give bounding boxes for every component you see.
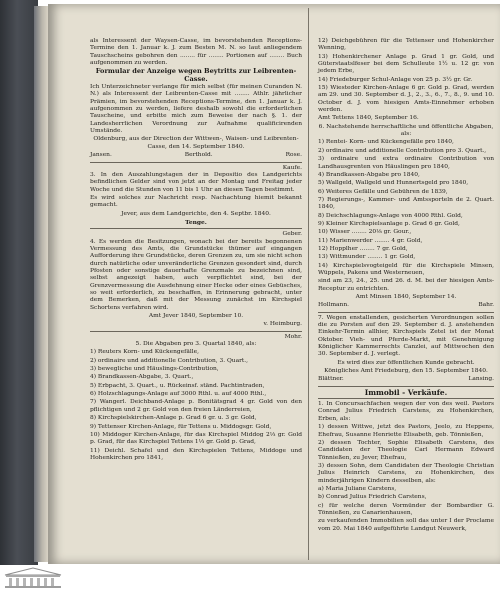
signature: Rose. — [285, 152, 302, 159]
paragraph: 6. Nachstehende herrschaftliche und öffentliche Abgaben, als: — [318, 123, 494, 138]
document-page — [48, 4, 500, 564]
paragraph: Oldenburg, aus der Direction der Wittwen-, Waisen- und Leibrenten-Casse, den 14. September 1840. — [93, 136, 299, 150]
list-item: 11) Marienwerder ........ 4 gr. Gold, — [318, 237, 423, 244]
divider — [318, 312, 494, 313]
list-item: 7) Regierungs-, Kammer- und Amtssporteln de 2. Quart. 1840, — [318, 196, 494, 211]
list-item: 13) Wittmunder ........ 1 gr. Gold, — [318, 254, 416, 261]
signature: Jansen. — [90, 152, 112, 159]
list-item: 3) bewegliche und Häuslings-Contribution, — [90, 366, 219, 373]
list-item: 4) Brandkassen-Abgabe, 3. Quart., — [90, 374, 194, 381]
right-top-list — [318, 38, 494, 123]
list-item: 3) ordinaire und extra ordinaire Contribution von Landhausgrenten von Häuslingen pro 1840, — [318, 156, 494, 170]
list-item: 8) Kirchspielskirchen-Anlage p. Grad 6 gr. u. 3 gr. Gold, — [90, 415, 257, 422]
divider — [90, 331, 302, 332]
heading: Formular der Anzeige wegen Beytritts zur Leibrenten-Casse. — [95, 67, 297, 83]
paragraph: 3. In den Auszahlungstagen der in Depositio des Landgerichts befindlichen Gelder sind von jetzt an der Montag und Freitag jeder Woche und die Stunden von 11 bis 1 Uhr an diesen Tagen bestimmt. — [90, 171, 302, 193]
book-spine — [0, 0, 38, 565]
list-item: 1. In Concursachfachen wegen der von des weil. Pastors Conrad Julius Friedrich Carstens, zu Hohenkirchen, Erben, als: — [318, 401, 494, 422]
paragraph: als Interessent der Waysen-Casse, im bevorstehenden Receptions-Termine den 1. Januar k. J. zum Besten M. N. so laut anliegendem Tauschscheins gebohren den ........ für ........ Portionen auf ........ Buch aufgenommen zu werden. — [90, 38, 302, 67]
signature-row — [318, 302, 494, 309]
column-divider — [308, 8, 309, 560]
paragraph: 7. Wegen enstallenden, gesicherten Verordnungen sollen die zu Porsten auf den 29. September d. J. anstehenden Einkehr-Termin allhier, Kirchspiels Zetel ist der Monat Oktober. Vieh- und Pferde-Markt, mit Genehmigung Königlicher Kammerrechts Canzlei, auf Mittwochen den 30. September d. J. verlegt. — [318, 314, 494, 358]
right-column — [318, 38, 494, 534]
signature: Geber. — [282, 231, 302, 238]
list-item: Amt Tettens 1840, September 16. — [318, 115, 419, 122]
paragraph: Ich Unterzeichneter verlange für mich selbst (für meinen Curanden N. N.) als Interessent der Leibrenten-Casse mit ........ Athlr. jährlicher Prämien, im bevorstehenden Receptions-Termine, den 1. Januar k. J. aufgenommen zu werden, liefere deshalb sowohl die erforderlichen Tauscheine, und erbitte mich zum Beweise der nach §. 1. der Landesherrlichen Verordnung zur Aufnahme qualificirenden Umstände. — [90, 84, 302, 135]
list-item: 14) Kirchspielsvogteigeld für die Kirchspiele Minsen, Wüppels, Pakens und Westerneuen, — [318, 262, 494, 276]
divider — [318, 398, 494, 399]
list-item: 6) Holzschlagungs-Anlage auf 3000 Rthl. u. auf 4000 Rthl., — [90, 391, 267, 398]
paragraph: 4. Es werden die Besitzungen, wonach bei der bereits begonnenen Vermessung des Amts, die Grundstücke thümer auf eingangen Aufforderung ihre Grundstücke, deren Grenzen zu, um sie nicht schon durch natürliche oder unveränderliche Grenzen gesondert sind, durch Pfosten oder sonstige dauerhafte Grenzmale zu bezeichnen sind, selbst angezeigt haben, auch verpflichtet sind, bei der Grenzvermessung die Ausdehnung einer Hecke oder eines Gebüsches, so weit erforderlich, zu beschaffen, in Erinnerung gebracht, unter dem Bemerken, daß mit der Messung zunächst im Kirchspiel Schortens verfahren wird. — [90, 238, 302, 311]
list-item: 14) Friedeburger Schul-Anlage von 25 p. 3½ gr. Gr. — [318, 76, 473, 83]
signature: Hollmann. — [318, 302, 350, 309]
signature: Bahr. — [478, 302, 494, 309]
list-item: zu verkaufenden Immobilien soll das unter I der Proclame vom 20. Mai 1840 aufgeführte Landgut Neuwerk, — [318, 518, 494, 532]
divider — [90, 162, 302, 163]
paragraph: sind am 23, 24., 25. und 26. d. M. bei der hiesigen Amts-Receptur zu entrichten. — [318, 278, 494, 292]
list-item: 5) Erbpacht, 3. Quart., u. Rückeinsf. ständ. Pachtintraden, — [90, 382, 265, 389]
list-item: 9) Kleiner Kirchspielsanlage p. Grad 6 gr. Gold, — [318, 220, 460, 227]
list-item: 13) Hohenkirchener Anlage p. Grad 1 gr. Gold, und Güterstaatslfeser bei dem Schulleute 1½ u. 12 gr. von jedem Erbe, — [318, 53, 494, 75]
list-item: 12) Deichgebühren für die Tettenser und Hohenkircher Wenning, — [318, 38, 494, 52]
paragraph: Amt Minsen 1840, September 14. — [355, 294, 457, 300]
signature: Blättner. — [318, 376, 344, 383]
footer-bar — [0, 565, 504, 594]
library-logo-icon — [3, 567, 63, 593]
signature: Mohr. — [284, 333, 302, 340]
list-item: 10) Wisser ........ 20⅛ gr. Gour., — [318, 229, 412, 236]
list-item: 8) Deichschlagungs-Anlage von 4000 Rthl. Gold, — [318, 212, 463, 219]
list-item: c) für welche deren Vormünder der Bombardier G. Tönnießen, zu Canarienhausen, — [318, 502, 494, 516]
signature: v. Heimburg. — [263, 321, 302, 328]
list-item: 4) Brandkassen-Abgabe pro 1840, — [318, 171, 420, 178]
list-item: 1) Rentei- Korn- und Kückengefälle pro 1840, — [318, 139, 454, 146]
list-item: 2) dessen Tochter, Sophie Elisabeth Carstens, des Candidaten der Theologie Carl Hermann Edward Tönnießen, zu Jever, Ehefrau, — [318, 439, 494, 461]
list-item: 11) Deichl. Schafel und den Kirchspielen Tettens, Middoge und Hohenkirchen pro 1841, — [90, 447, 302, 461]
paragraph: Es wird dies zur öffentlichen Kunde gebracht. — [337, 359, 475, 366]
list-item: 3) dessen Sohn, dem Candidaten der Theologie Christian Julius Heinrich Carstens, zu Hohenkirchen, des minderjährigen Kindern desselben, als: — [318, 462, 494, 484]
list-item: 1) dessen Wittwe, jetzt des Pastors, Jeelo, zu Heppens, Ehefrau, Susanne Henriette Elisabeth, geb. Tönnießen, — [318, 424, 494, 438]
list-item: 10) Middoger Kirchen-Anlage, für das Kirchspiel Middog 2⅓ gr. Gold p. Grad, für das Kirchspiel Tettens 1⅓ gr. Gold p. Grad, — [90, 431, 302, 446]
list-item: 5) Wallgeld, Wallgeld und Hunnertsgeld pro 1840, — [318, 180, 469, 187]
list-item: 2) ordinaire und additionelle Contribution pro 3. Quart., — [318, 147, 487, 154]
left-column — [90, 38, 302, 463]
paragraph: Königliches Amt Friedeburg, den 15. September 1840. — [324, 368, 488, 375]
divider — [90, 228, 302, 229]
list-item: a) Maria Juliane Carstens, — [318, 485, 397, 492]
signature: Berthold. — [184, 152, 213, 159]
list-item: 2) ordinaire und additionelle Contribution, 3. Quart., — [90, 357, 249, 364]
section-heading: Immobil - Verkäufe. — [364, 387, 448, 397]
paragraph: Jever, aus dem Landgerichte, den 4. Septbr. 1840. — [121, 210, 271, 217]
signature: Tenge. — [185, 218, 207, 226]
divider — [318, 386, 494, 387]
immobil-list — [318, 401, 494, 533]
abgaben-list — [90, 349, 302, 462]
list-item: 7) Wangerl. Deichband-Anlage p. Bonitätsgrad 4 gr. Gold von den pflichtigen und 2 gr. Gold von den freien Länderreien, — [90, 399, 302, 413]
signature-row — [318, 376, 494, 383]
right-item-list — [318, 139, 494, 277]
list-item: 6) Weiteres Gefälle und Gebühren de 1839, — [318, 188, 448, 195]
section-signature: Kaufe. — [282, 164, 302, 171]
list-item: 9) Tettenser Kirchen-Anlage, für Tettens u. Middogsgr. Gold, — [90, 423, 272, 430]
paragraph: Amt Jever 1840, September 10. — [148, 313, 244, 320]
signature-row — [90, 152, 302, 159]
paragraph: Es wird solches zur Nachricht resp. Nachachtung hiemit bekannt gemacht. — [90, 194, 302, 209]
list-item: b) Conrad Julius Friedrich Carstens, — [318, 494, 427, 501]
list-item: 15) Wiesteder Kirchen-Anlage 6 gr. Gold p. Grad, werden am 29. und 30. September d. J., 2., 3., 6., 7., 8., 9. und 10. October d. J. vom hiesigen Amts-Einnehmer erhoben werden. — [318, 85, 494, 114]
list-item: 1) Reuters Korn- und Kückengefälle, — [90, 349, 199, 356]
paragraph: 5. Die Abgaben pro 3. Quartal 1840, als: — [135, 341, 257, 348]
list-item: 12) Hopplher ........ 7 gr. Gold, — [318, 245, 408, 252]
signature: Lansing. — [468, 376, 494, 383]
